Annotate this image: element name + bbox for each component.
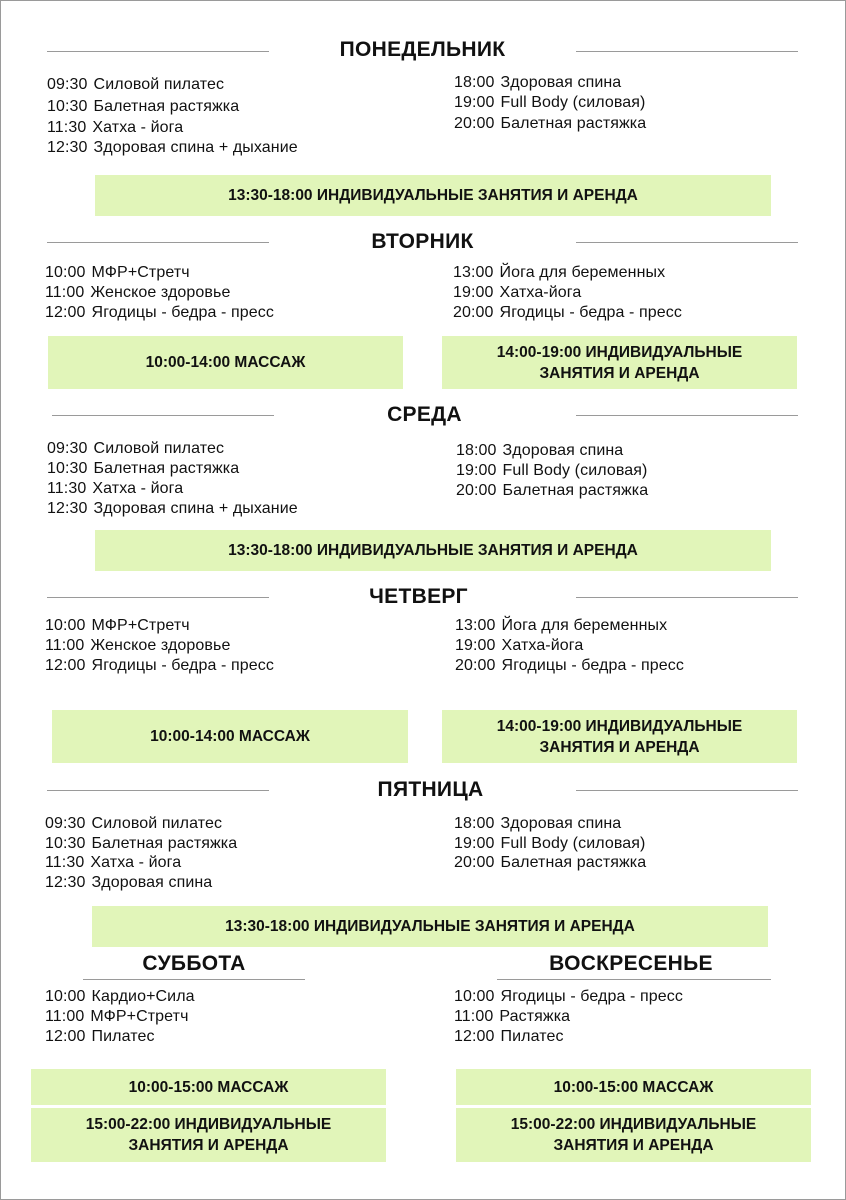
class-row: 12:30 Здоровая спина: [45, 874, 213, 891]
class-row: 18:00 Здоровая спина: [454, 815, 622, 832]
massage-banner-text: 10:00-14:00 МАССАЖ: [150, 728, 310, 745]
class-row: 20:00 Ягодицы - бедра - пресс: [455, 657, 684, 674]
class-row: 19:00 Хатха-йога: [453, 284, 582, 301]
rent-banner: [92, 906, 768, 947]
class-row: 20:00 Балетная растяжка: [454, 854, 647, 871]
rent-banner-text: 13:30-18:00 ИНДИВИДУАЛЬНЫЕ ЗАНЯТИЯ И АРЕНДА: [228, 187, 638, 204]
class-row: 11:00 Растяжка: [454, 1008, 571, 1025]
rent-banner: [95, 530, 771, 571]
class-row: 11:30 Хатха - йога: [45, 854, 182, 871]
class-row: 09:30 Силовой пилатес: [47, 76, 225, 93]
divider-line: [83, 979, 305, 980]
rent-banner: [95, 175, 771, 216]
rent-banner: [456, 1108, 811, 1162]
class-row: 20:00 Ягодицы - бедра - пресс: [453, 304, 682, 321]
day-title-thursday: ЧЕТВЕРГ: [369, 585, 468, 608]
class-row: 11:30 Хатха - йога: [47, 119, 184, 136]
class-row: 10:00 МФР+Стретч: [45, 264, 190, 281]
rent-banner-text: 13:30-18:00 ИНДИВИДУАЛЬНЫЕ ЗАНЯТИЯ И АРЕНДА: [225, 918, 635, 935]
massage-banner-text: 10:00-15:00 МАССАЖ: [553, 1078, 714, 1096]
divider-line: [576, 415, 798, 416]
day-title-friday: ПЯТНИЦА: [377, 778, 484, 801]
class-row: 19:00 Full Body (силовая): [456, 462, 648, 479]
day-title-saturday: СУББОТА: [142, 952, 246, 975]
class-row: 12:00 Ягодицы - бедра - пресс: [45, 304, 274, 321]
class-row: 12:00 Ягодицы - бедра - пресс: [45, 657, 274, 674]
class-row: 13:00 Йога для беременных: [455, 617, 668, 634]
divider-line: [47, 597, 269, 598]
class-row: 18:00 Здоровая спина: [456, 442, 624, 459]
class-row: 10:00 Ягодицы - бедра - пресс: [454, 988, 683, 1005]
class-row: 10:00 МФР+Стретч: [45, 617, 190, 634]
class-row: 19:00 Full Body (силовая): [454, 835, 646, 852]
rent-banner-text: 15:00-22:00 ИНДИВИДУАЛЬНЫЕ ЗАНЯТИЯ И АРЕНДА: [510, 1116, 757, 1154]
day-title-tuesday: ВТОРНИК: [371, 230, 474, 253]
class-row: 19:00 Full Body (силовая): [454, 94, 646, 111]
divider-line: [576, 597, 798, 598]
class-row: 20:00 Балетная растяжка: [454, 115, 647, 132]
class-row: 10:30 Балетная растяжка: [45, 835, 238, 852]
class-row: 10:00 Кардио+Сила: [45, 988, 195, 1005]
rent-banner: [442, 336, 797, 389]
class-row: 11:00 Женское здоровье: [45, 284, 231, 301]
massage-banner-text: 10:00-15:00 МАССАЖ: [128, 1078, 289, 1096]
divider-line: [47, 51, 269, 52]
massage-banner: [52, 710, 408, 763]
class-row: 20:00 Балетная растяжка: [456, 482, 649, 499]
class-row: 11:00 МФР+Стретч: [45, 1008, 189, 1025]
divider-line: [576, 51, 798, 52]
divider-line: [47, 242, 269, 243]
class-row: 11:30 Хатха - йога: [47, 480, 184, 497]
rent-banner-text: 14:00-19:00 ИНДИВИДУАЛЬНЫЕ ЗАНЯТИЯ И АРЕНДА: [496, 343, 743, 382]
class-row: 10:30 Балетная растяжка: [47, 98, 240, 115]
divider-line: [576, 790, 798, 791]
class-row: 09:30 Силовой пилатес: [45, 815, 223, 832]
day-title-monday: ПОНЕДЕЛЬНИК: [339, 38, 506, 61]
massage-banner: [456, 1069, 811, 1105]
class-row: 10:30 Балетная растяжка: [47, 460, 240, 477]
divider-line: [497, 979, 771, 980]
class-row: 18:00 Здоровая спина: [454, 74, 622, 91]
day-title-wednesday: СРЕДА: [387, 403, 462, 426]
rent-banner: [442, 710, 797, 763]
divider-line: [47, 790, 269, 791]
rent-banner: [31, 1108, 386, 1162]
rent-banner-text: 13:30-18:00 ИНДИВИДУАЛЬНЫЕ ЗАНЯТИЯ И АРЕНДА: [228, 542, 638, 559]
divider-line: [52, 415, 274, 416]
class-row: 19:00 Хатха-йога: [455, 637, 584, 654]
class-row: 12:00 Пилатес: [454, 1028, 564, 1045]
rent-banner-text: 14:00-19:00 ИНДИВИДУАЛЬНЫЕ ЗАНЯТИЯ И АРЕНДА: [496, 717, 743, 756]
class-row: 09:30 Силовой пилатес: [47, 440, 225, 457]
massage-banner-text: 10:00-14:00 МАССАЖ: [145, 354, 306, 371]
divider-line: [576, 242, 798, 243]
class-row: 12:30 Здоровая спина + дыхание: [47, 139, 298, 156]
massage-banner: [48, 336, 403, 389]
class-row: 11:00 Женское здоровье: [45, 637, 231, 654]
class-row: 12:30 Здоровая спина + дыхание: [47, 500, 298, 517]
class-row: 13:00 Йога для беременных: [453, 264, 666, 281]
massage-banner: [31, 1069, 386, 1105]
rent-banner-text: 15:00-22:00 ИНДИВИДУАЛЬНЫЕ ЗАНЯТИЯ И АРЕНДА: [85, 1116, 332, 1154]
day-title-sunday: ВОСКРЕСЕНЬЕ: [549, 952, 713, 975]
class-row: 12:00 Пилатес: [45, 1028, 155, 1045]
